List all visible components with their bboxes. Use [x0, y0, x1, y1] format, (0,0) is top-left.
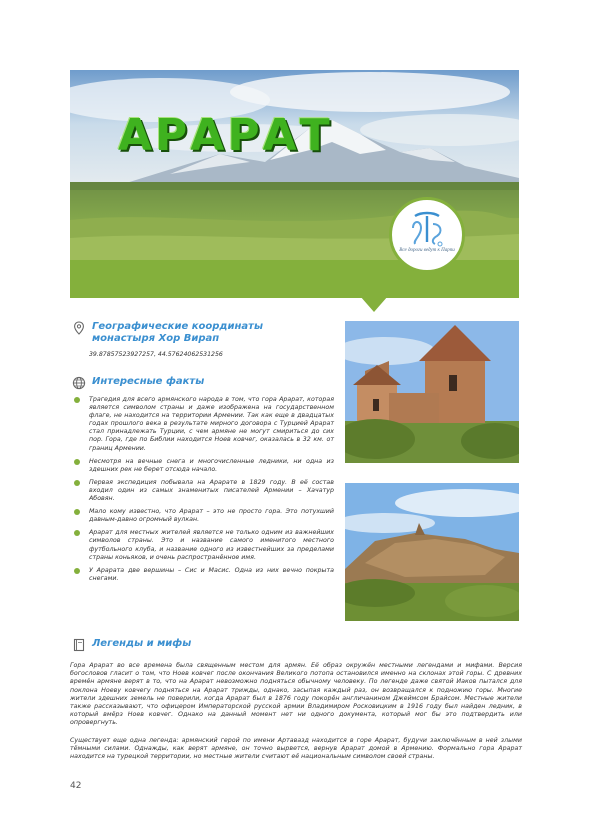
- fortress-photo: [345, 483, 519, 621]
- coordinates-value: 39.87857523927257, 44.57624062531256: [89, 351, 223, 358]
- page-number: 42: [70, 781, 82, 791]
- list-item: [74, 458, 334, 474]
- fact-text: Первая экспедиция побывала на Арарате в 1829 году. В её состав входил один из самых знаменитых писателей Армении – Хачатур Абовян.: [89, 478, 334, 503]
- location-pin-icon: [72, 321, 86, 335]
- bullet-icon: [74, 530, 80, 536]
- accent-band: [70, 260, 519, 298]
- bullet-icon: [74, 459, 80, 465]
- coordinates-heading: Географические координаты монастыря Хор Вирап: [92, 321, 263, 344]
- list-item: [74, 508, 334, 524]
- list-item: [74, 567, 334, 583]
- list-item: [74, 479, 334, 503]
- fact-text: Несмотря на вечные снега и многочисленные ледники, ни одна из здешних рек не берет отсюда начало.: [89, 457, 334, 473]
- legends-paragraph: Гора Арарат во все времена была священным местом для армян. Её образ окружён местными легендами и мифами. Версия богословов гласит о том, что Ноев ковчег после окончания Великого потопа остановился именно на склонах этой горы. С древних времён армяне верят в то, что на Арарат невозможно подняться обычному человеку. По легенде даже святой Иаков пытался для поклона Ноеву ковчегу подняться на Арарат трижды, однако, засыпая каждый раз, он возвращался к подножию горы. Многие жители здешних земель не поверили, когда Арарат был в 1876 году покорён англичанином Джеймсом Брайсом. Местные жители также рассказывают, что офицером Императорской русской армии Владимиром Росковицким в 1916 году был найден ледник, в который вмёрз Ноев ковчег. Однако на данный момент нет ни одного документа, который мог бы это подтвердить или опровергнуть.: [70, 662, 522, 727]
- list-item: [74, 529, 334, 561]
- book-icon: [72, 638, 86, 652]
- legends-paragraph: Существует еще одна легенда: армянский герой по имени Артавазд находится в горе Арарат, будучи заключённым в ней злыми тёмными силами. Однажды, как верят армяне, он точно вырвется, вернув Арарат домой в Армению. Формально гора Арарат находится на турецкой территории, но местные жители считают её национальным символом своей страны.: [70, 736, 522, 761]
- logo-mark-icon: [407, 210, 447, 248]
- facts-heading: Интересные факты: [92, 376, 205, 387]
- legends-heading: Легенды и мифы: [92, 638, 192, 649]
- fact-text: Мало кому известно, что Арарат – это не просто гора. Это потухший давным-давно огромный вулкан.: [89, 508, 334, 524]
- legends-body: [70, 662, 522, 761]
- globe-icon: [72, 376, 86, 390]
- bullet-icon: [74, 397, 80, 403]
- coordinates-header: [72, 321, 312, 345]
- list-item: [74, 396, 334, 453]
- brand-logo: [389, 197, 465, 273]
- logo-caption: Все дороги ведут к Парпи: [399, 248, 455, 253]
- band-pointer: [360, 296, 388, 312]
- fact-text: Трагедия для всего армянского народа в том, что гора Арарат, которая является символом страны и даже изображена на государственном флаге, не находится на территории Армении. Так как еще в двадцатых годах прошлого века в результате мирного договора с Турцией Арарат стал принадлежать Турции, с чем армяне не могут смириться до сих пор. Гора, где по Библии находится Ноев ковчег, оказалась в 32 км. от границ Армении.: [89, 396, 334, 452]
- bullet-icon: [74, 509, 80, 515]
- fact-text: У Арарата две вершины – Сис и Масис. Одна из них вечно покрыта снегами.: [89, 566, 334, 582]
- legends-header: [72, 638, 191, 652]
- bullet-icon: [74, 568, 80, 574]
- bullet-icon: [74, 480, 80, 486]
- facts-header: [72, 376, 204, 390]
- page-title: АРАРАТ: [118, 110, 333, 161]
- fact-text: Арарат для местных жителей является не только одним из важнейших символов страны. Это и название самого именитого местного футбольного клуба, и название одного из известнейших за пределами страны коньяков, и очень распространённое имя.: [89, 529, 334, 561]
- facts-list: [74, 396, 334, 588]
- monastery-photo: [345, 321, 519, 463]
